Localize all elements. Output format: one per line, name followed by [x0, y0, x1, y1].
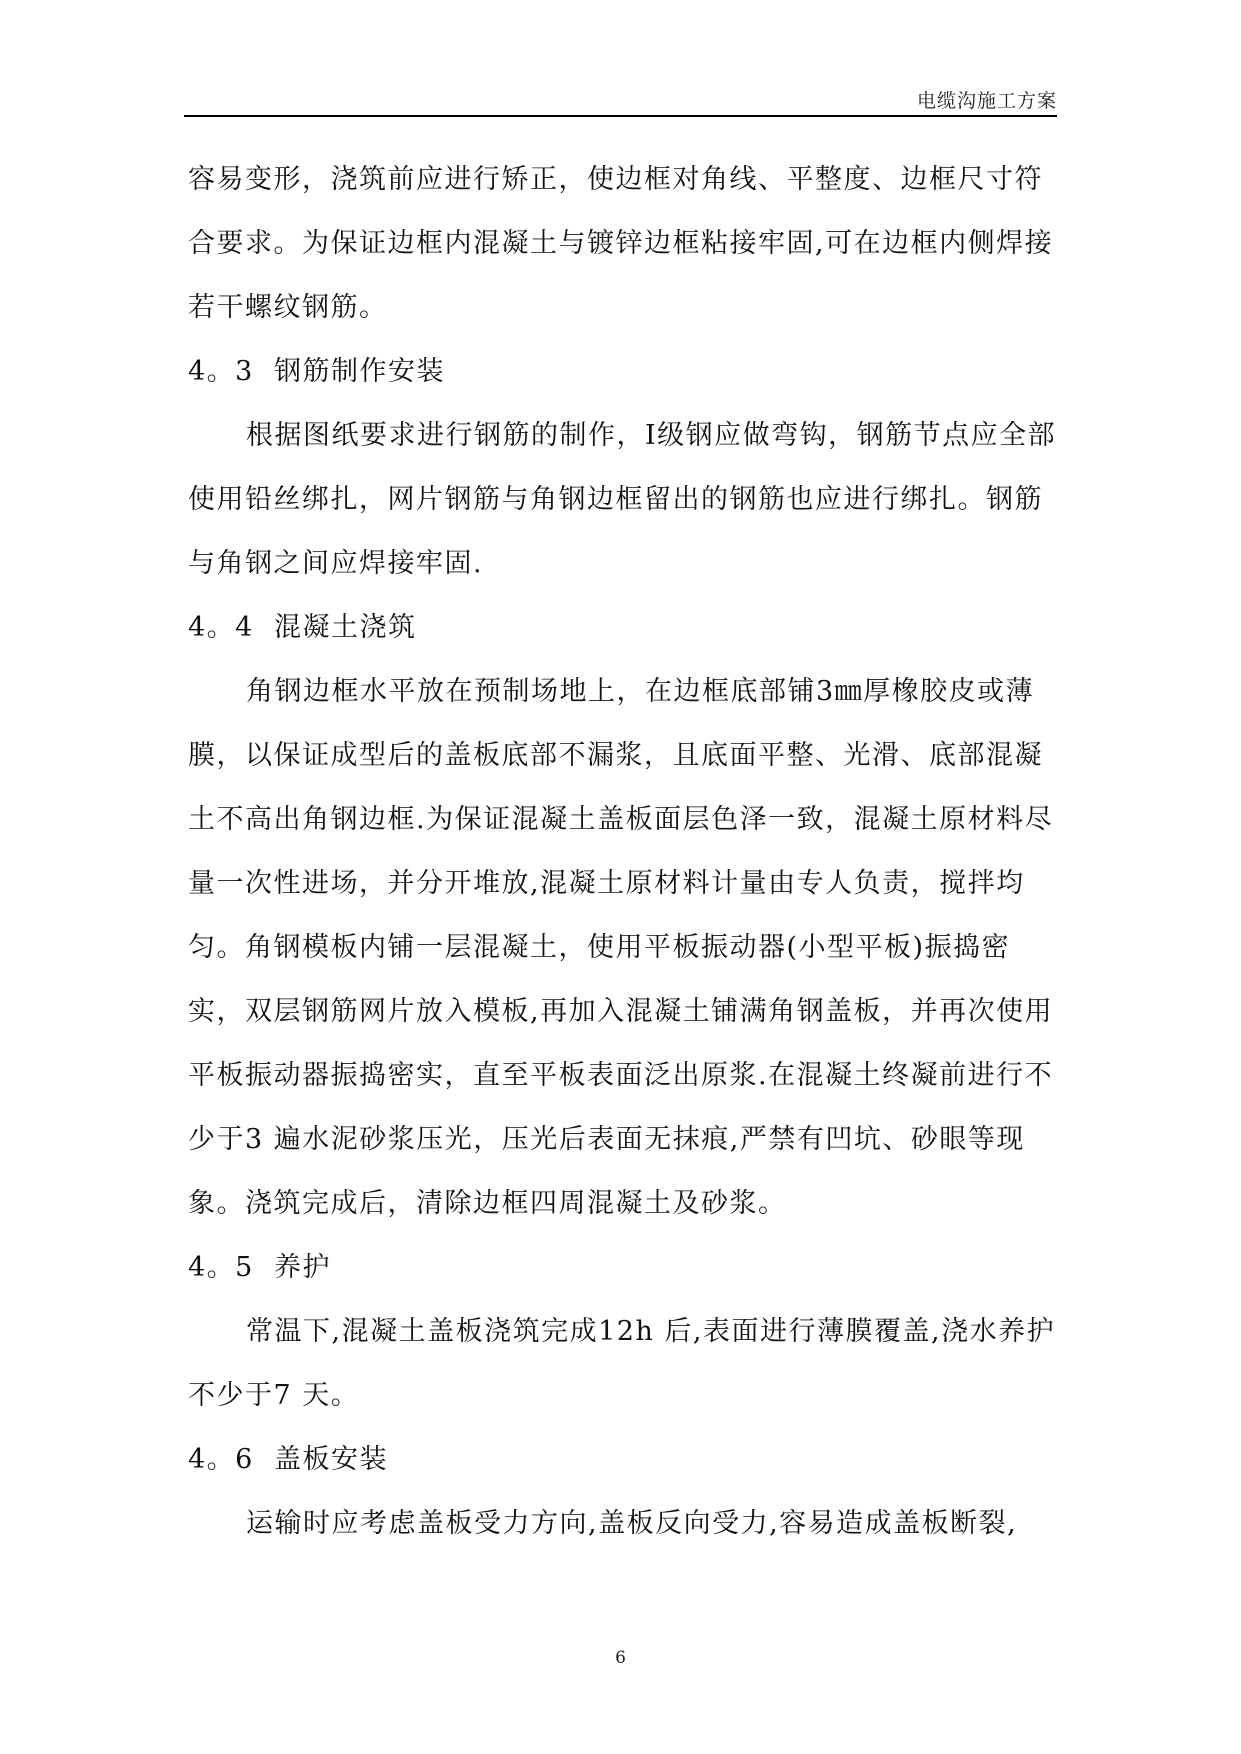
section-number: 4。4: [188, 612, 254, 643]
header-divider: [184, 115, 1057, 117]
page-body: [188, 148, 1058, 1556]
section-paragraph-4-3: 根据图纸要求进行钢筋的制作，Ⅰ级钢应做弯钩，钢筋节点应全部使用铅丝绑扎，网片钢筋与角钢边框留出的钢筋也应进行绑扎。钢筋与角钢之间应焊接牢固.: [188, 420, 1057, 579]
section-title: 钢筋制作安装: [274, 356, 445, 387]
section-heading-4-3: [188, 340, 1058, 404]
section-title: 混凝土浇筑: [274, 612, 417, 643]
section-heading-4-5: [188, 1236, 1058, 1300]
section-number: 4。3: [188, 356, 254, 387]
section-paragraph-4-4: 角钢边框水平放在预制场地上，在边框底部铺3㎜厚橡胶皮或薄膜，以保证成型后的盖板底部不漏浆，且底面平整、光滑、底部混凝土不高出角钢边框.为保证混凝土盖板面层色泽一致，混凝土原材料尽量一次性进场，并分开堆放,混凝土原材料计量由专人负责，搅拌均匀。角钢模板内铺一层混凝土，使用平板振动器(小型平板)振捣密实，双层钢筋网片放入模板,再加入混凝土铺满角钢盖板，并再次使用平板振动器振捣密实，直至平板表面泛出原浆.在混凝土终凝前进行不少于3 遍水泥砂浆压光，压光后表面无抹痕,严禁有凹坑、砂眼等现象。浇筑完成后，清除边框四周混凝土及砂浆。: [188, 676, 1054, 1219]
section-heading-4-4: [188, 596, 1058, 660]
section-paragraph-4-5: 常温下,混凝土盖板浇筑完成12h 后,表面进行薄膜覆盖,浇水养护不少于7 天。: [188, 1316, 1056, 1411]
section-heading-4-6: [188, 1428, 1058, 1492]
page-number: 6: [615, 1648, 626, 1668]
section-title: 养护: [274, 1252, 331, 1283]
paragraph-continued: 容易变形，浇筑前应进行矫正，使边框对角线、平整度、边框尺寸符合要求。为保证边框内混凝土与镀锌边框粘接牢固,可在边框内侧焊接若干螺纹钢筋。: [188, 164, 1054, 323]
section-number: 4。5: [188, 1252, 254, 1283]
section-title: 盖板安装: [274, 1444, 388, 1475]
running-header-title: 电缆沟施工方案: [916, 90, 1057, 112]
section-number: 4。6: [188, 1444, 254, 1475]
section-paragraph-4-6: 运输时应考虑盖板受力方向,盖板反向受力,容易造成盖板断裂,: [246, 1508, 1018, 1539]
